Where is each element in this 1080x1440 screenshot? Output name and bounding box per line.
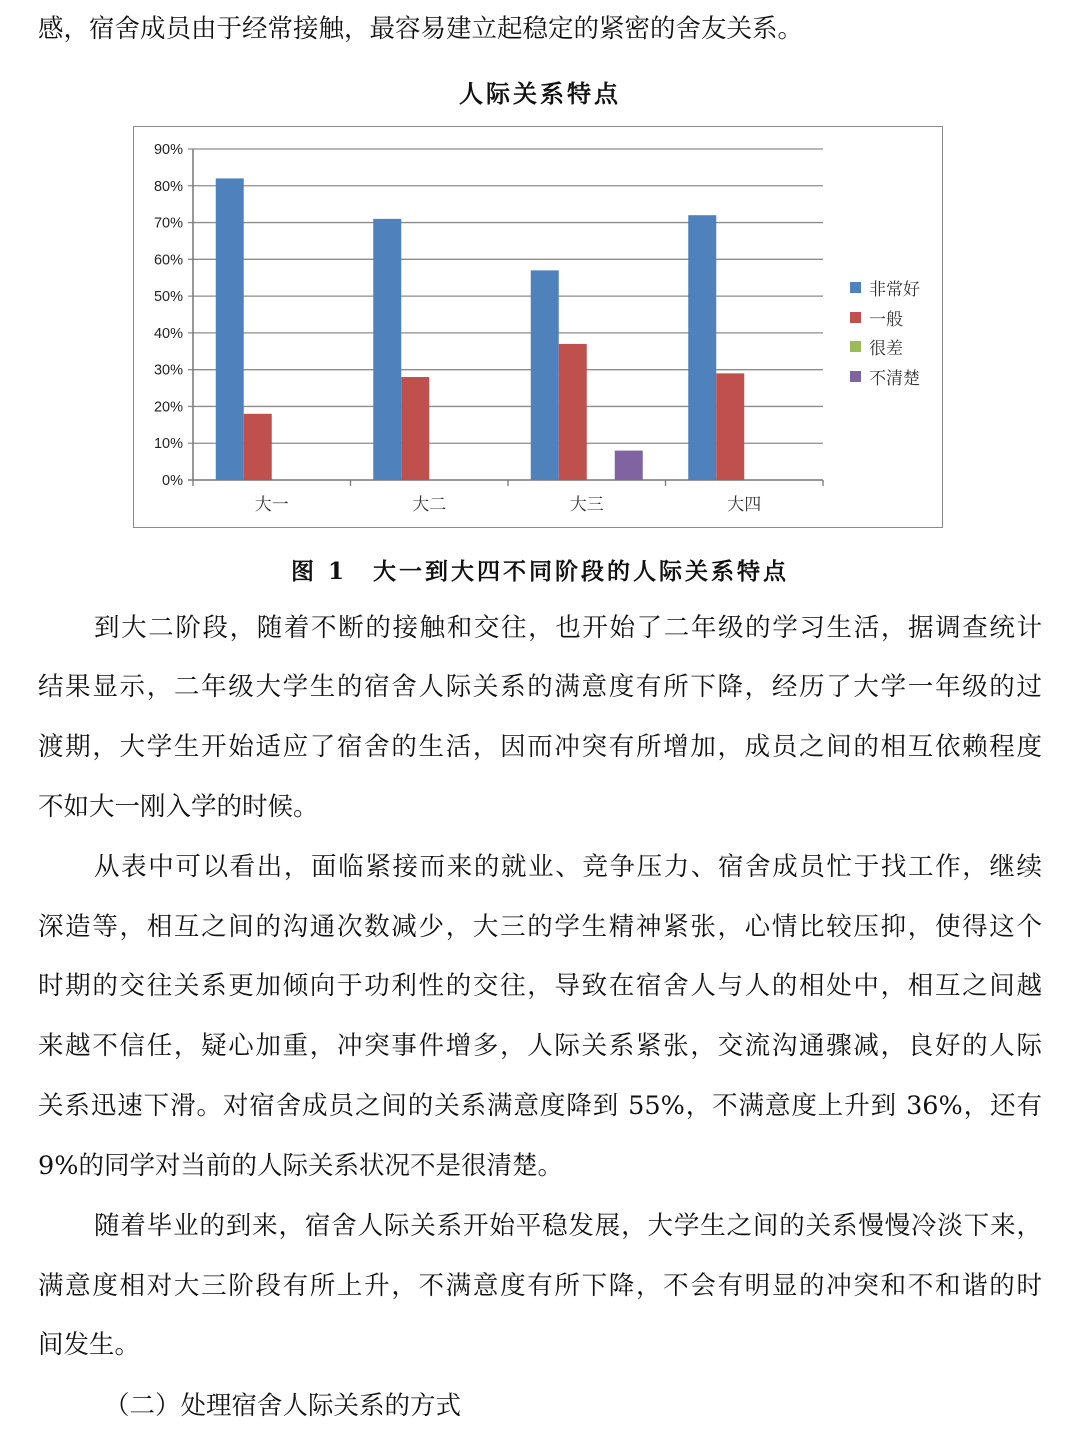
y-tick-label: 10%	[153, 436, 183, 453]
p1-line-3: 渡期，大学生开始适应了宿舍的生活，因而冲突有所增加，成员之间的相互依赖程度	[38, 732, 1042, 762]
chart-title: 人际关系特点	[459, 79, 621, 108]
bar-非常好-大三	[531, 270, 559, 480]
bar-一般-大一	[244, 414, 272, 480]
legend-label: 一般	[869, 309, 903, 330]
top-line: 感，宿舍成员由于经常接触，最容易建立起稳定的紧密的舍友关系。	[38, 14, 804, 44]
x-category-label: 大四	[727, 495, 762, 515]
bar-非常好-大一	[216, 178, 244, 480]
p3-line-1: 随着毕业的到来，宿舍人际关系开始平稳发展，大学生之间的关系慢慢冷淡下来，	[94, 1211, 1042, 1241]
y-tick-label: 0%	[162, 473, 183, 489]
y-tick-label: 20%	[153, 399, 183, 416]
p1-line-4: 不如大一刚入学的时候。	[38, 792, 319, 822]
legend-item	[850, 273, 920, 303]
x-category-label: 大一	[254, 495, 289, 515]
p2-line-1: 从表中可以看出，面临紧接而来的就业、竞争压力、宿舍成员忙于找工作，继续	[94, 852, 1042, 882]
p2-line-2: 深造等，相互之间的沟通次数减少，大三的学生精神紧张，心情比较压抑，使得这个	[38, 912, 1042, 942]
legend-item	[850, 332, 920, 362]
y-tick-label: 90%	[153, 142, 183, 158]
p2-line-4: 来越不信任，疑心加重，冲突事件增多，人际关系紧张，交流沟通骤减，良好的人际	[38, 1031, 1042, 1061]
bar-chart	[133, 126, 943, 528]
p1-line-1: 到大二阶段，随着不断的接触和交往，也开始了二年级的学习生活，据调查统计	[94, 613, 1042, 643]
bar-一般-大四	[716, 373, 744, 480]
bar-一般-大三	[559, 344, 587, 480]
legend-item	[850, 303, 920, 333]
caption-label: 图 1	[290, 558, 347, 585]
p2-line-3: 时期的交往关系更加倾向于功利性的交往，导致在宿舍人与人的相处中，相互之间越	[38, 971, 1042, 1001]
legend-swatch	[850, 282, 861, 293]
p1-line-2: 结果显示，二年级大学生的宿舍人际关系的满意度有所下降，经历了大学一年级的过	[38, 672, 1042, 702]
legend-swatch	[850, 341, 861, 352]
x-category-label: 大三	[569, 495, 604, 515]
y-tick-label: 80%	[153, 178, 183, 195]
y-tick-label: 70%	[153, 215, 183, 232]
p2-line-6: 9%的同学对当前的人际关系状况不是很清楚。	[38, 1151, 563, 1181]
legend-label: 很差	[869, 339, 903, 360]
y-tick-label: 40%	[153, 325, 183, 342]
chart-canvas	[134, 127, 944, 529]
legend-swatch	[850, 312, 861, 323]
chart-legend	[850, 273, 920, 391]
p2-line-5: 关系迅速下滑。对宿舍成员之间的关系满意度降到 55%，不满意度上升到 36%，还有	[38, 1091, 1042, 1121]
bar-一般-大二	[401, 377, 429, 480]
bar-非常好-大二	[373, 219, 401, 480]
legend-item	[850, 362, 920, 392]
bar-不清楚-大三	[615, 451, 643, 480]
caption-text: 大一到大四不同阶段的人际关系特点	[373, 558, 789, 585]
p3-line-2: 满意度相对大三阶段有所上升，不满意度有所下降，不会有明显的冲突和不和谐的时	[38, 1271, 1042, 1301]
p3-line-3: 间发生。	[38, 1330, 141, 1360]
legend-swatch	[850, 371, 861, 382]
legend-label: 不清楚	[869, 368, 920, 389]
x-category-label: 大二	[412, 495, 447, 515]
section-subheading: （二）处理宿舍人际关系的方式	[104, 1391, 462, 1421]
bar-非常好-大四	[688, 215, 716, 480]
y-tick-label: 60%	[153, 252, 183, 269]
y-tick-label: 30%	[153, 362, 183, 379]
legend-label: 非常好	[869, 280, 920, 301]
figure-caption	[0, 553, 1080, 586]
y-tick-label: 50%	[153, 289, 183, 306]
